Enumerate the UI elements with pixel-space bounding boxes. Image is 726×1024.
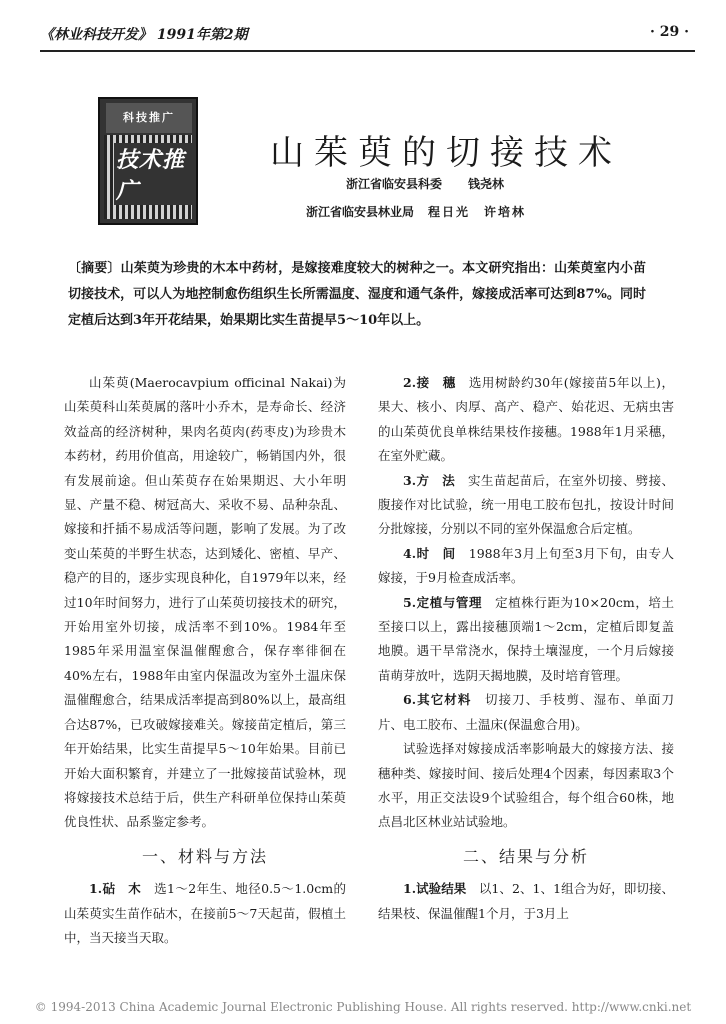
logo-text: 技术推广 bbox=[114, 143, 196, 205]
author-1: 钱尧林 bbox=[468, 177, 505, 191]
item-rootstock-label: 1.砧 木 bbox=[89, 881, 142, 897]
item-time-label: 4.时 间 bbox=[403, 545, 456, 561]
item-time bbox=[378, 542, 674, 591]
item-rootstock-text: 选1～2年生、地径0.5～1.0cm的山茱萸实生苗作砧木，在接前5～7天起苗，假植土中，当天接当天取。 bbox=[64, 881, 346, 945]
item-results bbox=[378, 877, 674, 926]
header-rule bbox=[40, 50, 695, 52]
item-planting-text: 定植株行距为10×20cm，培土至接口以上，露出接穗顶端1～2cm，定植后即复盖地膜。遇干旱常浇水，保持土壤湿度，一个月后嫁接苗萌芽放叶，选阴天揭地膜，及时培育管理。 bbox=[378, 594, 674, 683]
abstract bbox=[68, 256, 646, 334]
item-other-text: 切接刀、手枝剪、湿布、单面刀片、电工胶布、土温床(保温愈合用)。 bbox=[378, 692, 674, 732]
item-scion-label: 2.接 穗 bbox=[403, 375, 456, 390]
item-scion-text: 选用树龄约30年(嫁接苗5年以上)，果大、核小、肉厚、高产、稳产、始花迟、无病虫害的山茱萸优良单株结果枝作接穗。1988年1月采穗，在室外贮藏。 bbox=[378, 375, 674, 464]
item-method bbox=[378, 469, 674, 542]
abstract-label: 〔摘要〕 bbox=[68, 261, 121, 276]
right-column bbox=[378, 371, 674, 926]
affiliation-1: 浙江省临安县科委 bbox=[346, 177, 443, 191]
item-rootstock bbox=[64, 877, 346, 950]
section-heading-materials: 一、材料与方法 bbox=[141, 846, 268, 866]
author-2: 程日光 许培林 bbox=[428, 205, 527, 219]
intro-paragraph: 山茱萸(Maerocavpium officinal Nakai)为山茱萸科山茱萸属的落叶小乔木，是寿命长、经济效益高的经济树种，果肉名萸肉(药枣皮)为珍贵木本药材，药用价值高，用途较广，畅销国内外，很有发展前途。但山茱萸存在始果期迟、大小年明显、产量不稳、树冠高大、采收不易、品种杂乱、嫁接和扦插不易成活等问题，影响了发展。为了改变山茱萸的半野生状态，达到矮化、密植、早产、稳产的目的，逐步实现良种化，自1979年以来，经过10年时间努力，进行了山茱萸切接技术的研究，开始用室外切接，成活率不到10%。1984年至1985年采用温室保温催醒愈合，保存率徘徊在40%左右，1988年由室内保温改为室外土温床保温催醒愈合，结果成活率提高到80%以上，最高组合达87%，已攻破嫁接难关。嫁接苗定植后，第三年开始结果，比实生苗提早5～10年始果。目前已开始大面积繁育，并建立了一批嫁接苗试验林，现将嫁接技术总结于后，供生产科研单位保持山茱萸优良性状、品系鉴定参考。 bbox=[64, 375, 346, 830]
page-number: · 29 · bbox=[650, 24, 689, 40]
item-method-label: 3.方 法 bbox=[403, 472, 456, 488]
item-other-label: 6.其它材料 bbox=[403, 692, 472, 708]
item-planting bbox=[378, 591, 674, 689]
affiliation-2: 浙江省临安县林业局 bbox=[306, 205, 415, 219]
abstract-text: 山茱萸为珍贵的木本中药材，是嫁接难度较大的树种之一。本文研究指出：山茱萸室内小苗切接技术，可以人为地控制愈伤组织生长所需温度、湿度和通气条件，嫁接成活率可达到87%。同时定植后达到3年开花结果，始果期比实生苗提早5～10年以上。 bbox=[68, 261, 646, 328]
section-heading-results: 二、结果与分析 bbox=[462, 846, 589, 866]
item-planting-label: 5.定植与管理 bbox=[403, 594, 483, 610]
copyright-footer: © 1994-2013 China Academic Journal Electronic Publishing House. All rights reserved. http://www.cnki.net bbox=[34, 1000, 692, 1014]
journal-name: 《林业科技开发》 1991年第2期 bbox=[40, 27, 248, 43]
tech-promotion-logo bbox=[98, 97, 198, 225]
item-time-text: 1988年3月上旬至3月下旬，由专人嫁接，于9月检查成活率。 bbox=[378, 545, 674, 586]
logo-banner: 科技推广 bbox=[106, 103, 192, 133]
item-method-text: 实生苗起苗后，在室外切接、劈接、腹接作对比试验，统一用电工胶布包扎，按设计时间分批嫁接，分别以不同的室外保温愈合后定植。 bbox=[378, 472, 674, 537]
item-scion bbox=[378, 371, 674, 469]
item-results-label: 1.试验结果 bbox=[403, 881, 467, 897]
experiment-paragraph: 试验选择对嫁接成活率影响最大的嫁接方法、接穗种类、嫁接时间、接后处理4个因素，每因素取3个水平，用正交法设9个试验组合，每个组合60株，地点昌北区林业站试验地。 bbox=[378, 741, 674, 830]
article-title: 山茱萸的切接技术 bbox=[270, 133, 622, 173]
item-other-materials bbox=[378, 688, 674, 737]
page-header bbox=[40, 10, 695, 50]
left-column bbox=[64, 371, 346, 950]
item-results-text: 以1、2、1、1组合为好，即切接、结果枝、保温催醒1个月，于3月上 bbox=[378, 881, 674, 921]
